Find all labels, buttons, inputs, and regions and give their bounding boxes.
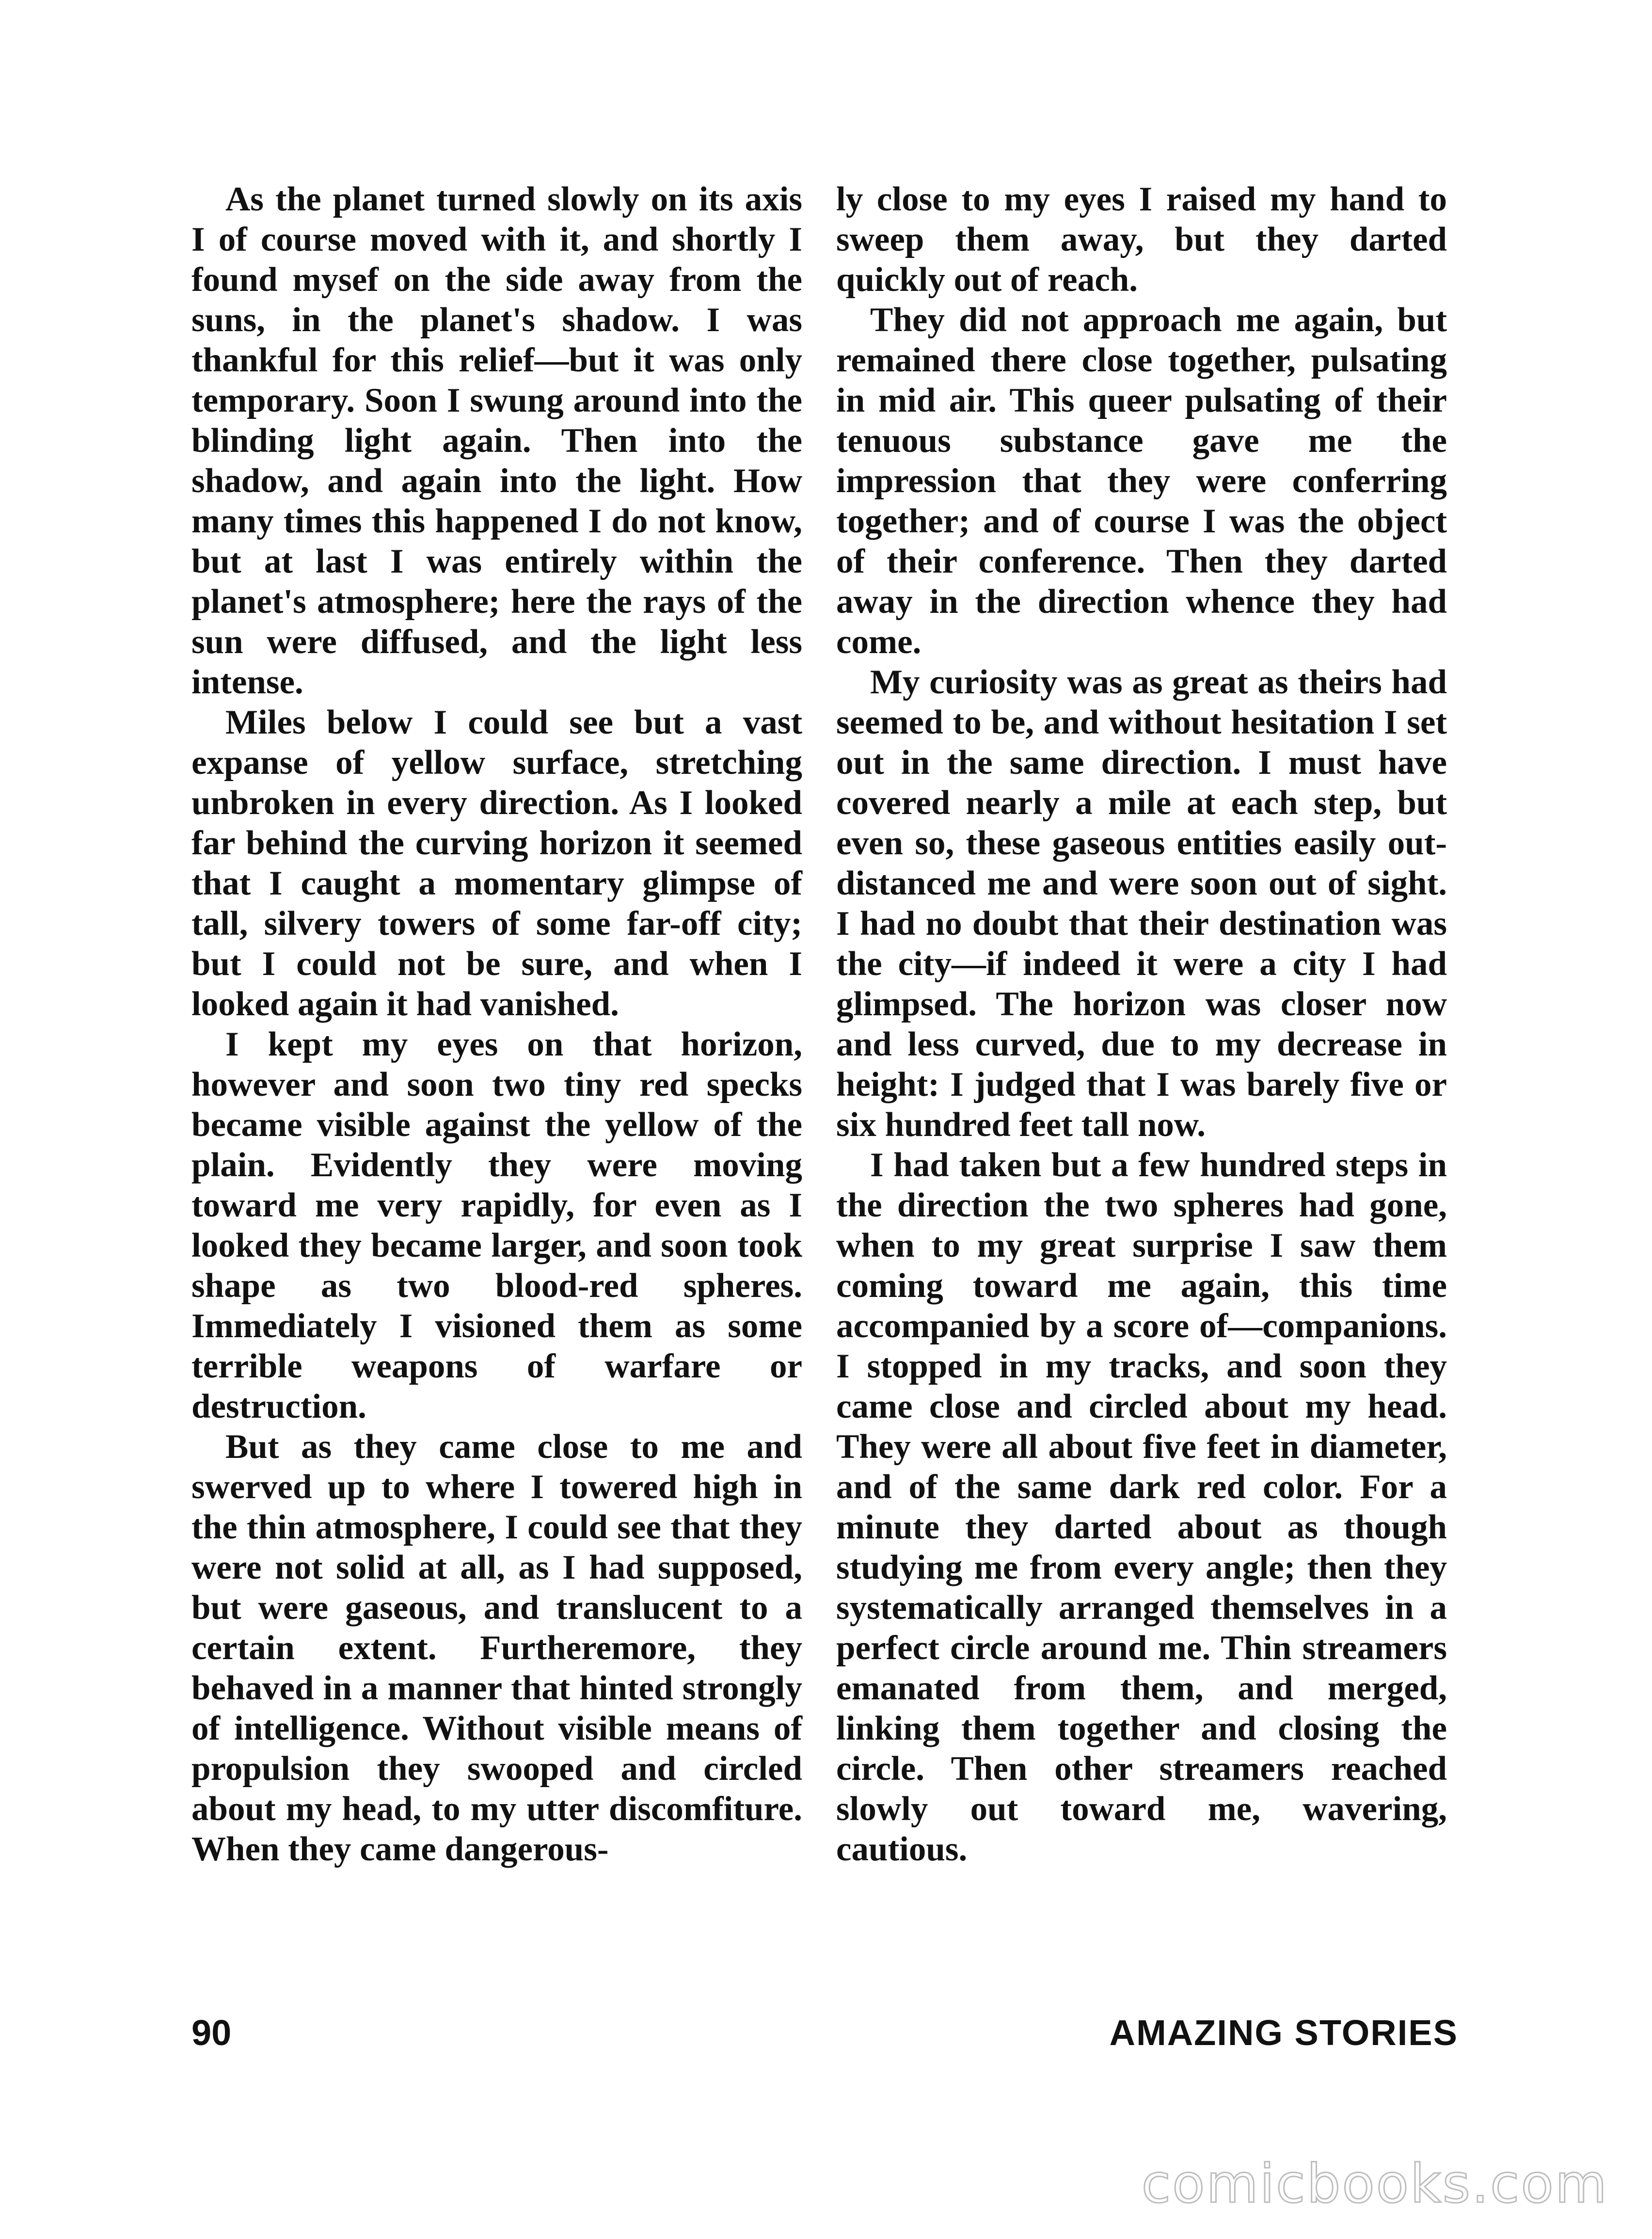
body-paragraph: As the planet turned slowly on its axis I of course moved with it, and shortly I found mysef on the side away from the suns, in the planet's shadow. I was thankful for this relief—but it was only temporary. Soon I swung around into the blinding light again. Then into the shadow, and again into the light. How many times this happened I do not know, but at last I was entirely within the planet's atmosphere; here the rays of the sun were diffused, and the light less intense. [191,180,802,701]
continued-paragraph: ly close to my eyes I raised my hand to sweep them away, but they darted quickly out of reach. [836,180,1447,299]
magazine-title: AMAZING STORIES [1109,2013,1458,2053]
body-paragraph: But as they came close to me and swerved up to where I towered high in the thin atmosphere, I could see that they were not solid at all, as I had supposed, but were gaseous, and translucent to a certain extent. Furtheremore, they behaved in a manner that hinted strongly of intelligence. Without visible means of propulsion they swooped and circled about my head, to my utter discomfiture. When they came dangerous- [191,1428,802,1868]
body-paragraph: Miles below I could see but a vast expanse of yellow surface, stretching unbroken in every direction. As I looked far behind the curving horizon it seemed that I caught a momentary glimpse of tall, silvery towers of some far-off city; but I could not be sure, and when I looked again it had vanished. [191,704,802,1023]
left-text-column [191,179,802,1870]
body-paragraph: I kept my eyes on that horizon, however and soon two tiny red specks became visible against the yellow of the plain. Evidently they were moving toward me very rapidly, for even as I looked they became larger, and soon took shape as two blood-red spheres. Immediately I visioned them as some terrible weapons of warfare or destruction. [191,1025,802,1425]
body-paragraph: I had taken but a few hundred steps in the direction the two spheres had gone, when to my great surprise I saw them coming toward me again, this time accompanied by a score of—companions. I stopped in my tracks, and soon they came close and circled about my head. They were all about five feet in diameter, and of the same dark red color. For a minute they darted about as though studying me from every angle; then they systematically arranged themselves in a perfect circle around me. Thin streamers emanated from them, and merged, linking them together and closing the circle. Then other streamers reached slowly out toward me, wavering, cautious. [836,1146,1447,1868]
body-paragraph: My curiosity was as great as theirs had seemed to be, and without hesitation I set out in the same direction. I must have covered nearly a mile at each step, but even so, these gaseous entities easily out-distanced me and were soon out of sight. I had no doubt that their destination was the city—if indeed it were a city I had glimpsed. The horizon was closer now and less curved, due to my decrease in height: I judged that I was barely five or six hundred feet tall now. [836,663,1447,1144]
watermark: comicbooks.com [1141,2153,1608,2215]
body-paragraph: They did not approach me again, but remained there close together, pulsating in mid air. This queer pulsating of their tenuous substance gave me the impression that they were conferring together; and of course I was the object of their conference. Then they darted away in the direction whence they had come. [836,301,1447,661]
page-number: 90 [191,2013,232,2053]
right-text-column [836,179,1447,1870]
